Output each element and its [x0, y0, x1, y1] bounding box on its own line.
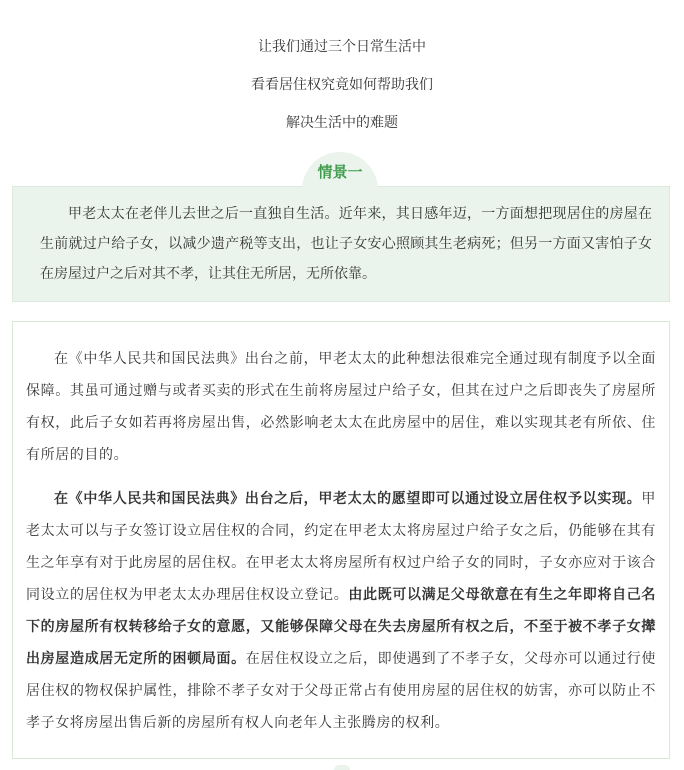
bottom-decoration — [334, 765, 350, 770]
content-paragraph-2 — [26, 483, 656, 739]
content-paragraph-1: 在《中华人民共和国民法典》出台之前，甲老太太的此种想法很难完全通过现有制度予以全面保障。其虽可通过赠与或者买卖的形式在生前将房屋过户给子女，但其在过户之后即丧失了房屋所有权，此后子女如若再将房屋出售，必然影响老太太在此房屋中的居住，难以实现其老有所依、住有所居的目的。 — [26, 351, 656, 463]
scene-box — [12, 186, 670, 302]
para2-bold-middle: 由此既可以满足父母欲意在有生之年即将自己名下的房屋所有权转移给子女的意愿，又能够保障父母在失去房屋所有权之后，不至于被不孝子女撵出房屋造成居无定所的困顿局面。 — [26, 587, 656, 667]
para2-bold-lead: 在《中华人民共和国民法典》出台之后，甲老太太的愿望即可以通过设立居住权予以实现。 — [54, 491, 642, 507]
content-box — [12, 321, 670, 759]
scene-tab-label: 情景一 — [302, 152, 378, 192]
intro-line-3: 解决生活中的难题 — [286, 115, 398, 131]
scene-text: 甲老太太在老伴儿去世之后一直独自生活。近年来，其日感年迈，一方面想把现居住的房屋在生前就过户给子女，以减少遗产税等支出，也让子女安心照顾其生老病死；但另一方面又害怕子女在房屋过户之后对其不孝，让其住无所居，无所依靠。 — [40, 206, 652, 282]
intro-line-1: 让我们通过三个日常生活中 — [258, 39, 426, 55]
para2-text-2: 在居住权设立之后，即使遇到了不孝子女，父母亦可以通过行使居住权的物权保护属性，排除不孝子女对于父母正常占有使用房屋的居住权的妨害，亦可以防止不孝子女将房屋出售后新的房屋所有权人向老年人主张腾房的权利。 — [26, 651, 656, 731]
intro-line-2: 看看居住权究竟如何帮助我们 — [251, 77, 433, 93]
para2-text-1: 甲老太太可以与子女签订设立居住权的合同，约定在甲老太太将房屋过户给子女之后，仍能够在其有生之年享有对于此房屋的居住权。在甲老太太将房屋所有权过户给子女的同时，子女亦应对于该合同设立的居住权为甲老太太办理居住权设立登记。 — [26, 491, 656, 603]
